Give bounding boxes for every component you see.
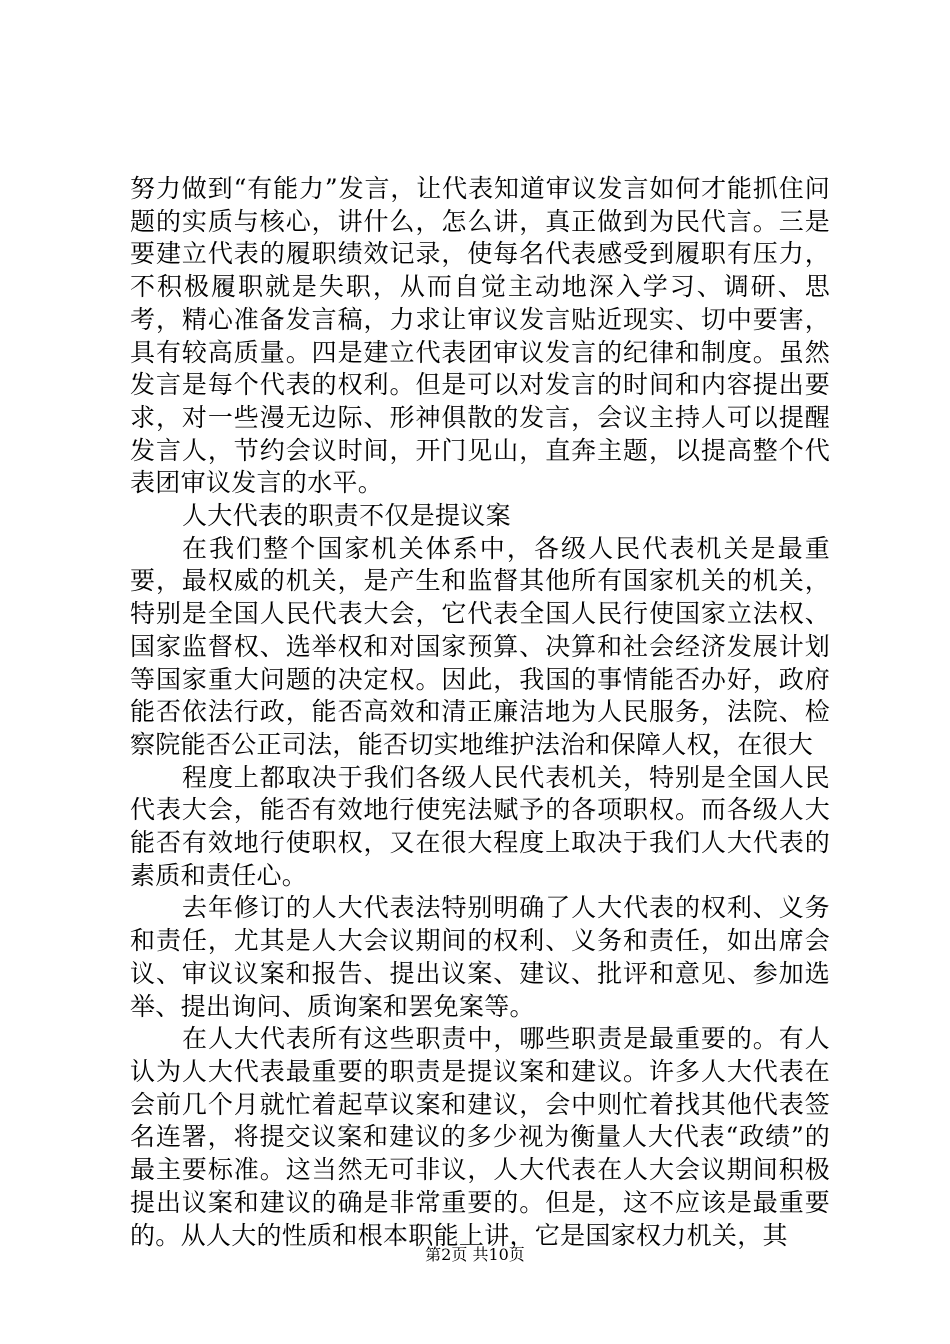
document-body <box>130 173 830 1252</box>
paragraph-4: 程度上都取决于我们各级人民代表机关，特别是全国人民代表大会，能否有效地行使宪法赋予的各项职权。而各级人大能否有效地行使职权，又在很大程度上取决于我们人大代表的素质和责任心。 <box>130 762 830 890</box>
paragraph-1: 努力做到“有能力”发言，让代表知道审议发言如何才能抓住问题的实质与核心，讲什么，怎么讲，真正做到为民代言。三是要建立代表的履职绩效记录，使每名代表感受到履职有压力，不积极履职就是失职，从而自觉主动地深入学习、调研、思考，精心准备发言稿，力求让审议发言贴近现实、切中要害，具有较高质量。四是建立代表团审议发言的纪律和制度。虽然发言是每个代表的权利。但是可以对发言的时间和内容提出要求，对一些漫无边际、形神俱散的发言，会议主持人可以提醒发言人，节约会议时间，开门见山，直奔主题，以提高整个代表团审议发言的水平。 <box>130 174 830 498</box>
paragraph-5: 去年修订的人大代表法特别明确了人大代表的权利、义务和责任，尤其是人大会议期间的权利、义务和责任，如出席会议、审议议案和报告、提出议案、建议、批评和意见、参加选举、提出询问、质询案和罢免案等。 <box>130 893 830 1021</box>
paragraph-3: 在我们整个国家机关体系中，各级人民代表机关是最重要，最权威的机关，是产生和监督其他所有国家机关的机关，特别是全国人民代表大会，它代表全国人民行使国家立法权、国家监督权、选举权和对国家预算、决算和社会经济发展计划等国家重大问题的决定权。因此，我国的事情能否办好，政府能否依法行政，能否高效和清正廉洁地为人民服务，法院、检察院能否公正司法，能否切实地维护法治和保障人权，在很大 <box>130 533 830 759</box>
page-footer: 第2页 共10页 <box>425 1245 525 1264</box>
section-heading: 人大代表的职责不仅是提议案 <box>182 501 511 531</box>
paragraph-6: 在人大代表所有这些职责中，哪些职责是最重要的。有人认为人大代表最重要的职责是提议案和建议。许多人大代表在会前几个月就忙着起草议案和建议，会中则忙着找其他代表签名连署，将提交议案和建议的多少视为衡量人大代表“政绩”的最主要标准。这当然无可非议，人大代表在人大会议期间积极提出议案和建议的确是非常重要的。但是，这不应该是最重要的。从人大的性质和根本职能上讲，它是国家权力机关，其 <box>130 1024 830 1250</box>
